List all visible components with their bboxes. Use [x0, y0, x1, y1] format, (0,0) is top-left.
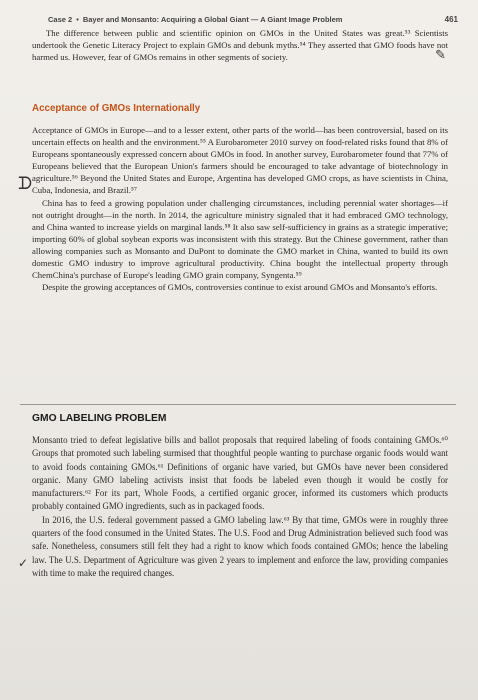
paragraph: Monsanto tried to defeat legislative bills and ballot proposals that required labeling of foods containing GMOs.⁶⁰ Groups that promoted such labeling surmised that thoughtful people wanting to purchase organic foods would want to avoid foods containing GMOs.⁶¹ Definitions of organic have varied, but GMOs have never been considered organic. Many GMO labeling activists insist that foods be labeled even though it would be costly for manufacturers.⁶² For its part, Whole Foods, a certified organic grocer, informed its customers which products probably contained GMO ingredients, such as in packaged foods. — [32, 435, 448, 512]
paragraph: Despite the growing acceptances of GMOs, controversies continue to exist around GMOs and Monsanto's efforts. — [42, 282, 438, 293]
handwritten-bracket-icon: ᗪ — [18, 174, 33, 194]
section-heading-acceptance: Acceptance of GMOs Internationally — [32, 103, 201, 114]
section-acceptance-body — [32, 124, 448, 293]
intro-text — [32, 27, 448, 63]
section-labeling-body — [32, 434, 448, 580]
paragraph: China has to feed a growing population under challenging circumstances, including perennial water shortages—if not outright drought—in the north. In 2014, the agriculture ministry signaled that it had embraced GMO technology, and China wanted to increase yields on marginal lands.⁵⁸ It also saw self-sufficiency in grains as a strategic imperative; importing 60% of global soybean exports was inconsistent with this strategy. But the Chinese government, rather than allowing companies such as Monsanto and DuPont to dominate the GMO market in China, wanted to build its own domestic GMO industry to improve agricultural productivity. China bought the intellectual property through ChemChina's purchase of Europe's leading GMO grain company, Syngenta.⁵⁹ — [32, 197, 448, 281]
paragraph: Acceptance of GMOs in Europe—and to a lesser extent, other parts of the world—has been controversial, based on its uncertain effects on health and the environment.⁵⁵ A Eurobarometer 2010 survey on food-related risks found that 8% of Europeans spontaneously expressed concern about GMOs in food. In another survey, Eurobarometer found that 77% of Europeans believed that the European Union's farmers should be encouraged to take advantage of biotechnology in agriculture.⁵⁶ Beyond the United States and Europe, Argentina has developed GMO crops, as have scientists in China, Cuba, Indonesia, and Brazil.⁵⁷ — [32, 125, 448, 196]
section-divider — [20, 404, 456, 405]
running-title: Bayer and Monsanto: Acquiring a Global Giant — A Giant Image Problem — [82, 14, 343, 24]
separator-dot-icon: • — [76, 14, 79, 24]
paragraph: In 2016, the U.S. federal government passed a GMO labeling law.⁶³ By that time, GMOs were in roughly three quarters of the food consumed in the United States. The U.S. Food and Drug Administration believed such food was safe. Nonetheless, consumers still felt they had a right to know which foods contained GMOs; hence the labeling law. The U.S. Department of Agriculture was given 2 years to implement and enforce the law, providing companies with time to make the required changes. — [32, 514, 448, 578]
chapter-label: Case 2 — [48, 14, 73, 24]
running-header — [48, 13, 458, 25]
page-number: 461 — [444, 14, 458, 24]
section-heading-labeling: GMO LABELING PROBLEM — [32, 413, 167, 424]
handwritten-check-icon: ✓ — [18, 556, 29, 570]
handwritten-scribble-icon: ✎ — [435, 48, 446, 63]
intro-paragraph: The difference between public and scientific opinion on GMOs in the United States was great.⁵³ Scientists undertook the Genetic Literacy Project to explain GMOs and debunk myths.⁵⁴ They asserted that GMO foods have not harmed us. However, fear of GMOs remains in other segments of society. — [32, 28, 448, 63]
